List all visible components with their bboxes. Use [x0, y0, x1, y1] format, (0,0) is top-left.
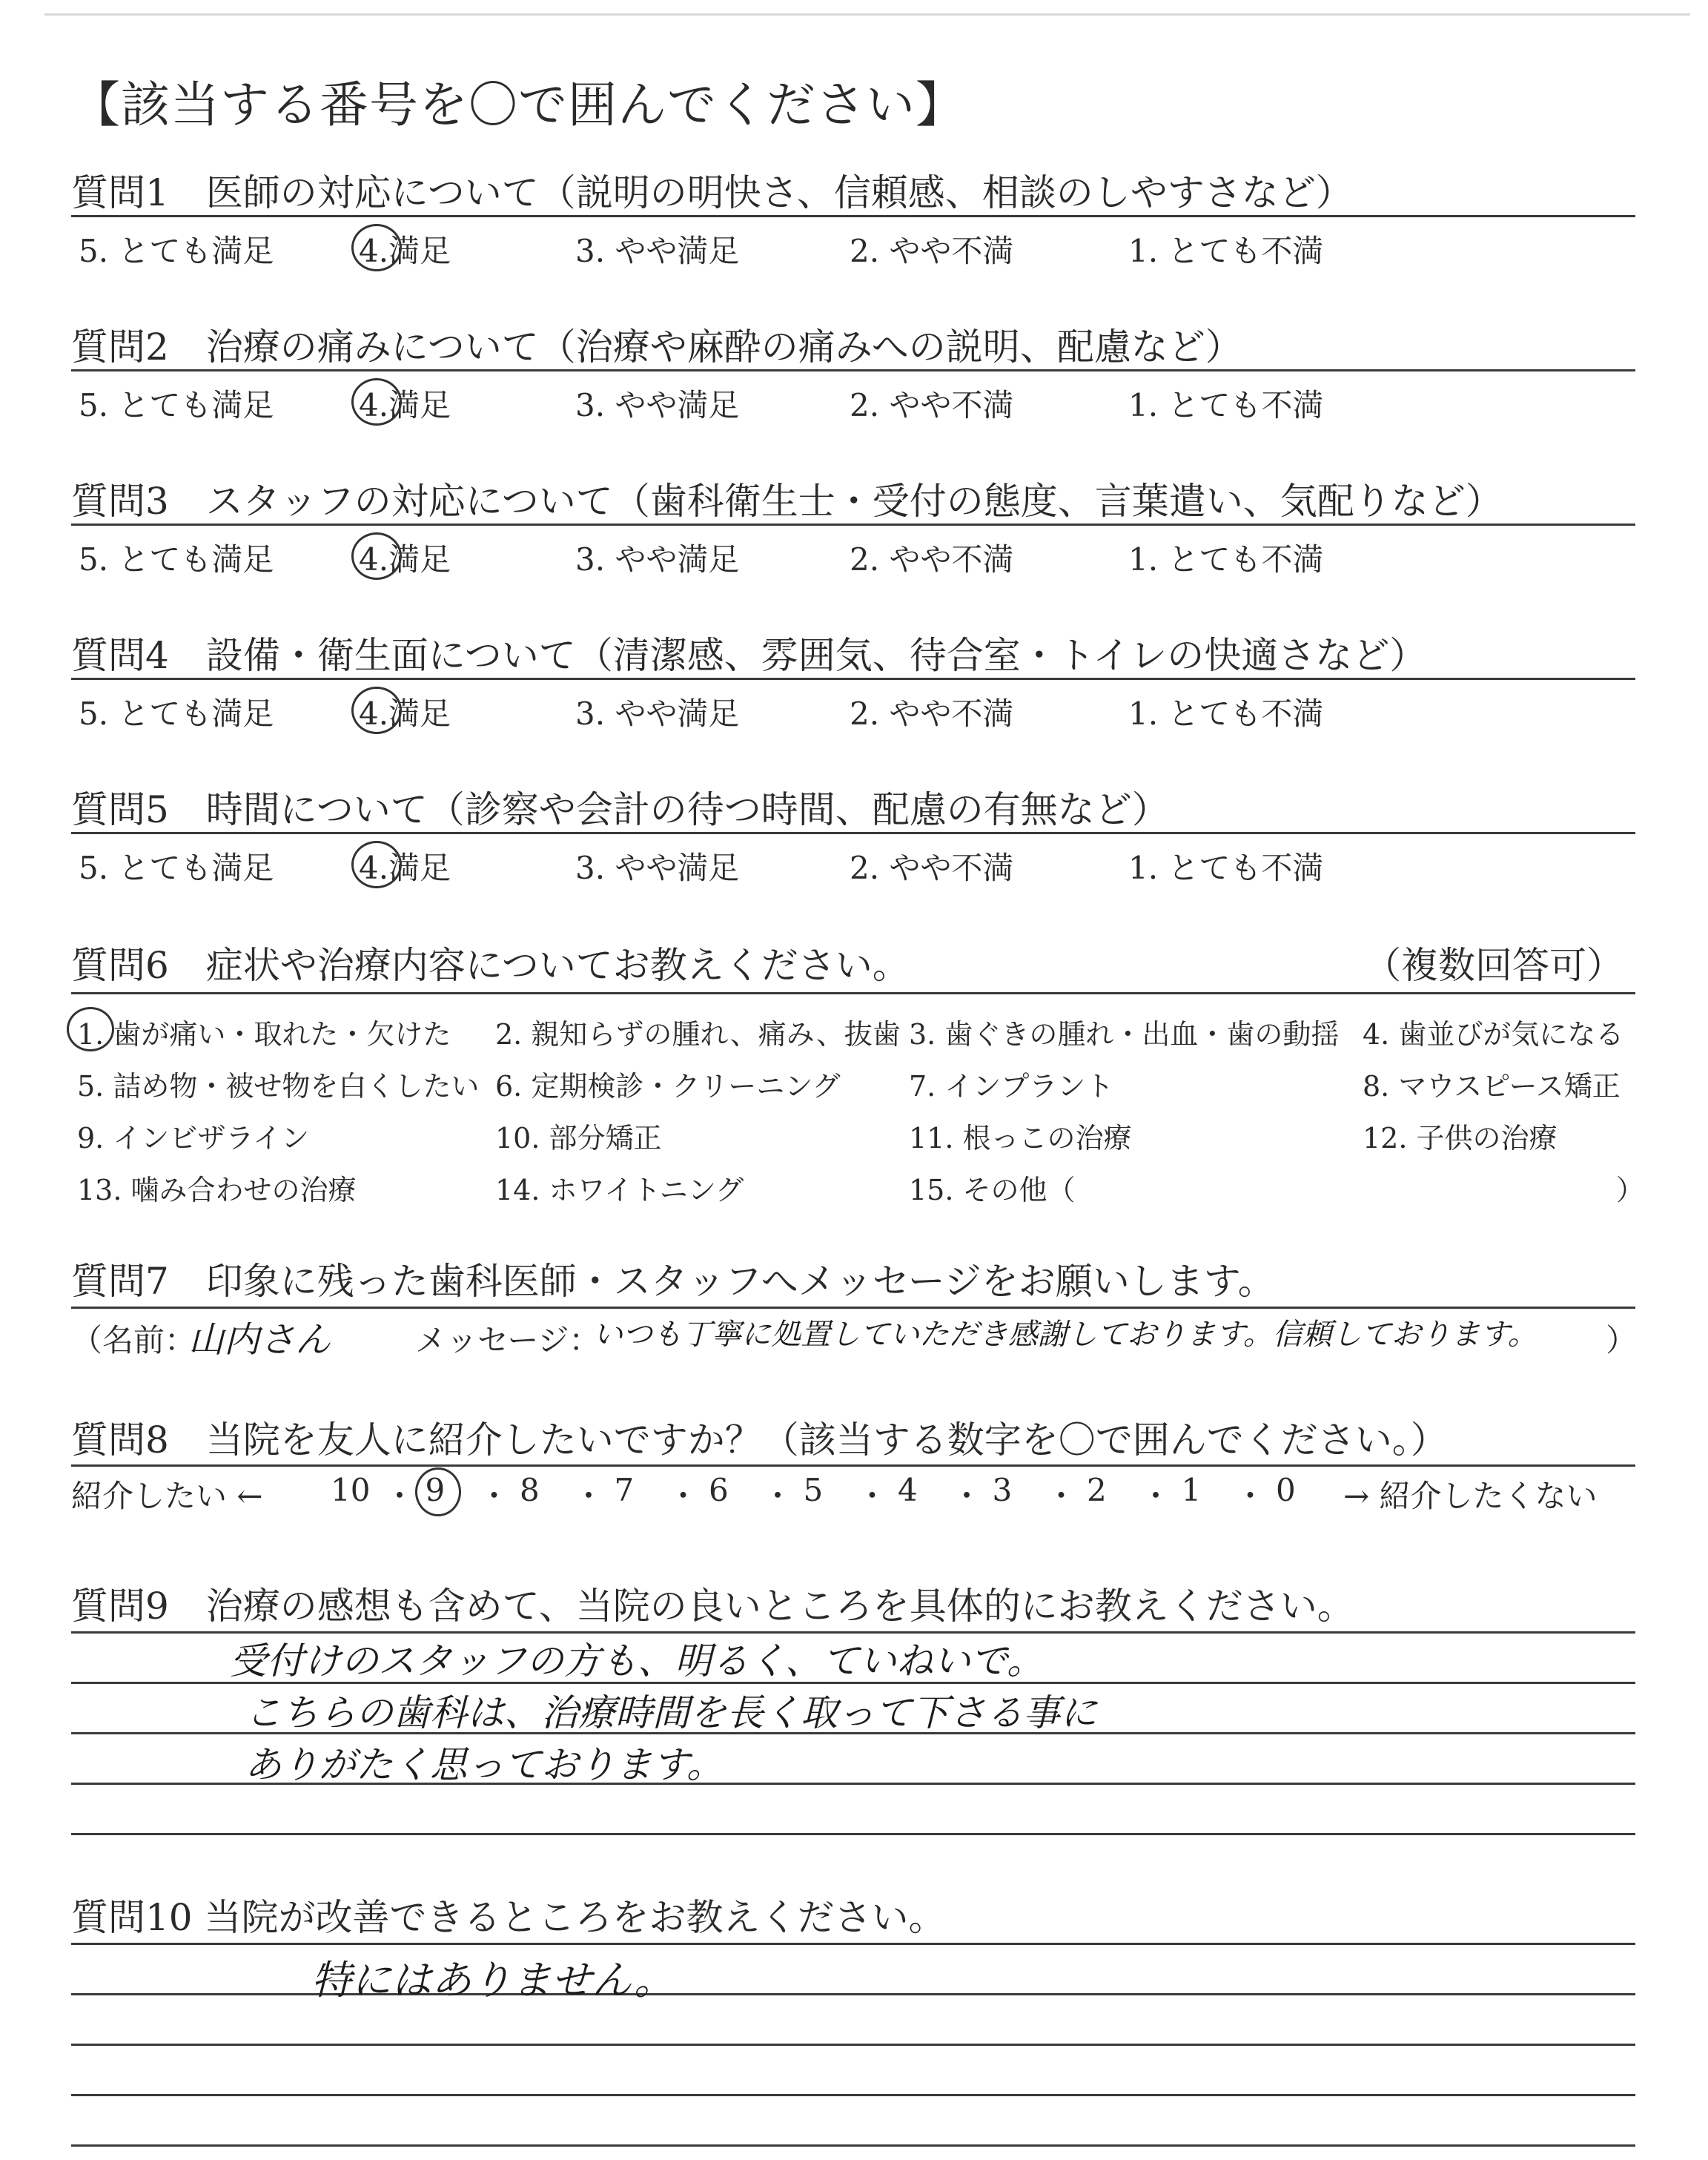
q3-option-2[interactable]: 2. やや不満	[850, 541, 1014, 578]
q3-option-3[interactable]: 3. やや満足	[575, 541, 740, 578]
q4-option-4[interactable]: 4.満足	[359, 696, 451, 732]
q6-option-14[interactable]: 14. ホワイトニング	[495, 1174, 744, 1206]
q8-separator-dot: ・	[478, 1478, 510, 1514]
q8-number-9[interactable]: 9	[425, 1472, 446, 1508]
q6-rule	[71, 992, 1635, 994]
q8-separator-dot: ・	[1234, 1478, 1266, 1514]
q10-line-4	[71, 2094, 1635, 2096]
q9-answer-line-1[interactable]: 受付けのスタッフの方も、明るく、ていねいで。	[230, 1639, 1044, 1682]
q8-separator-dot: ・	[1045, 1478, 1077, 1514]
q8-number-4[interactable]: 4	[898, 1472, 918, 1508]
q2-option-5[interactable]: 5. とても満足	[79, 387, 274, 423]
q10-line-1	[71, 1943, 1635, 1945]
q6-option-15[interactable]: 15. その他（	[909, 1174, 1076, 1206]
q7-message-label: メッセージ：	[415, 1322, 600, 1358]
q8-number-6[interactable]: 6	[709, 1472, 729, 1508]
q5-option-1[interactable]: 1. とても不満	[1128, 850, 1324, 886]
q5-rule	[71, 832, 1635, 834]
q4-title: 質問4 設備・衛生面について（清潔感、雰囲気、待合室・トイレの快適さなど）	[71, 634, 1427, 677]
q10-title: 質問10 当院が改善できるところをお教えください。	[71, 1896, 946, 1939]
q3-rule	[71, 524, 1635, 526]
q6-option-4[interactable]: 4. 歯並びが気になる	[1363, 1018, 1624, 1051]
q2-option-3[interactable]: 3. やや満足	[575, 387, 740, 423]
q6-option-5[interactable]: 5. 詰め物・被せ物を白くしたい	[77, 1070, 480, 1103]
q7-close-paren: ）	[1606, 1322, 1638, 1358]
q1-selection-circle	[351, 224, 402, 271]
q8-rule	[71, 1464, 1635, 1467]
q8-separator-dot: ・	[762, 1478, 794, 1514]
q3-option-5[interactable]: 5. とても満足	[79, 541, 274, 578]
q3-option-4[interactable]: 4.満足	[359, 541, 451, 578]
q8-number-2[interactable]: 2	[1087, 1472, 1107, 1508]
q7-name-label: （名前：	[71, 1322, 196, 1358]
q4-option-2[interactable]: 2. やや不満	[850, 696, 1014, 732]
q1-option-1[interactable]: 1. とても不満	[1128, 233, 1324, 269]
q10-line-2	[71, 1993, 1635, 1995]
q4-option-5[interactable]: 5. とても満足	[79, 696, 274, 732]
q5-title: 質問5 時間について（診察や会計の待つ時間、配慮の有無など）	[71, 788, 1169, 831]
q7-title: 質問7 印象に残った歯科医師・スタッフへメッセージをお願いします。	[71, 1260, 1275, 1303]
q1-option-2[interactable]: 2. やや不満	[850, 233, 1014, 269]
q8-separator-dot: ・	[573, 1478, 605, 1514]
q8-separator-dot: ・	[667, 1478, 699, 1514]
q6-option-10[interactable]: 10. 部分矯正	[495, 1122, 662, 1155]
q8-separator-dot: ・	[1140, 1478, 1172, 1514]
q8-left-label: 紹介したい ←	[71, 1478, 263, 1514]
q5-option-5[interactable]: 5. とても満足	[79, 850, 274, 886]
q5-option-3[interactable]: 3. やや満足	[575, 850, 740, 886]
q8-number-8[interactable]: 8	[520, 1472, 540, 1508]
q8-number-10[interactable]: 10	[331, 1472, 371, 1508]
q8-separator-dot: ・	[856, 1478, 888, 1514]
q8-separator-dot: ・	[951, 1478, 983, 1514]
q1-title: 質問1 医師の対応について（説明の明快さ、信頼感、相談のしやすさなど）	[71, 171, 1353, 214]
q9-line-5	[71, 1833, 1635, 1835]
top-border	[44, 13, 1690, 16]
q6-option-11[interactable]: 11. 根っこの治療	[909, 1122, 1132, 1155]
q1-option-4[interactable]: 4.満足	[359, 233, 451, 269]
q6-option-8[interactable]: 8. マウスピース矯正	[1363, 1070, 1621, 1103]
q8-number-5[interactable]: 5	[803, 1472, 824, 1508]
q5-option-2[interactable]: 2. やや不満	[850, 850, 1014, 886]
q8-number-3[interactable]: 3	[992, 1472, 1013, 1508]
q9-answer-line-2[interactable]: こちらの歯科は、治療時間を長く取って下さる事に	[245, 1691, 1097, 1734]
q6-option-3[interactable]: 3. 歯ぐきの腫れ・出血・歯の動揺	[909, 1018, 1340, 1051]
q2-rule	[71, 369, 1635, 371]
q6-selection-circle	[67, 1007, 114, 1051]
q8-right-label: → 紹介したくない	[1343, 1478, 1598, 1514]
q1-option-3[interactable]: 3. やや満足	[575, 233, 740, 269]
q1-option-5[interactable]: 5. とても満足	[79, 233, 274, 269]
q2-title: 質問2 治療の痛みについて（治療や麻酔の痛みへの説明、配慮など）	[71, 326, 1242, 369]
q4-option-3[interactable]: 3. やや満足	[575, 696, 740, 732]
q6-option-2[interactable]: 2. 親知らずの腫れ、痛み、抜歯	[495, 1018, 901, 1051]
q3-option-1[interactable]: 1. とても不満	[1128, 541, 1324, 578]
q1-rule	[71, 215, 1635, 217]
q8-number-1[interactable]: 1	[1181, 1472, 1202, 1508]
page-header: 【該当する番号を〇で囲んでください】	[71, 76, 965, 133]
q6-other-close-paren: ）	[1616, 1174, 1645, 1206]
q4-option-1[interactable]: 1. とても不満	[1128, 696, 1324, 732]
q8-selection-circle	[415, 1467, 461, 1516]
q4-rule	[71, 678, 1635, 680]
q6-option-1[interactable]: 1. 歯が痛い・取れた・欠けた	[77, 1018, 451, 1051]
q10-line-5	[71, 2144, 1635, 2147]
q4-selection-circle	[351, 687, 402, 734]
q7-name-value[interactable]: 山内さん	[188, 1319, 331, 1361]
q5-selection-circle	[351, 841, 402, 888]
q8-title: 質問8 当院を友人に紹介したいですか？（該当する数字を〇で囲んでください。）	[71, 1418, 1448, 1462]
q6-option-13[interactable]: 13. 噛み合わせの治療	[77, 1174, 357, 1206]
q9-answer-line-3[interactable]: ありがたく思っております。	[245, 1743, 724, 1786]
q7-message-value[interactable]: いつも丁寧に処置していただき感謝しております。信頼しております。	[593, 1318, 1537, 1352]
q8-number-7[interactable]: 7	[614, 1472, 635, 1508]
q3-title: 質問3 スタッフの対応について（歯科衛生士・受付の態度、言葉遣い、気配りなど）	[71, 480, 1503, 523]
q9-title: 質問9 治療の感想も含めて、当院の良いところを具体的にお教えください。	[71, 1585, 1354, 1628]
q6-option-7[interactable]: 7. インプラント	[909, 1070, 1114, 1103]
q7-rule	[71, 1307, 1635, 1309]
q2-option-2[interactable]: 2. やや不満	[850, 387, 1014, 423]
q6-note: （複数回答可）	[1364, 944, 1623, 987]
q6-option-6[interactable]: 6. 定期検診・クリーニング	[495, 1070, 841, 1103]
q8-number-0[interactable]: 0	[1276, 1472, 1296, 1508]
q2-option-1[interactable]: 1. とても不満	[1128, 387, 1324, 423]
q2-option-4[interactable]: 4.満足	[359, 387, 451, 423]
q5-option-4[interactable]: 4.満足	[359, 850, 451, 886]
q10-answer-line-1[interactable]: 特にはありません。	[311, 1957, 675, 2004]
q6-title: 質問6 症状や治療内容についてお教えください。	[71, 944, 910, 987]
q10-line-3	[71, 2044, 1635, 2046]
q3-selection-circle	[351, 532, 402, 580]
q6-option-12[interactable]: 12. 子供の治療	[1363, 1122, 1558, 1155]
q2-selection-circle	[351, 378, 402, 426]
q8-separator-dot: ・	[384, 1478, 416, 1514]
q6-option-9[interactable]: 9. インビザライン	[77, 1122, 310, 1155]
